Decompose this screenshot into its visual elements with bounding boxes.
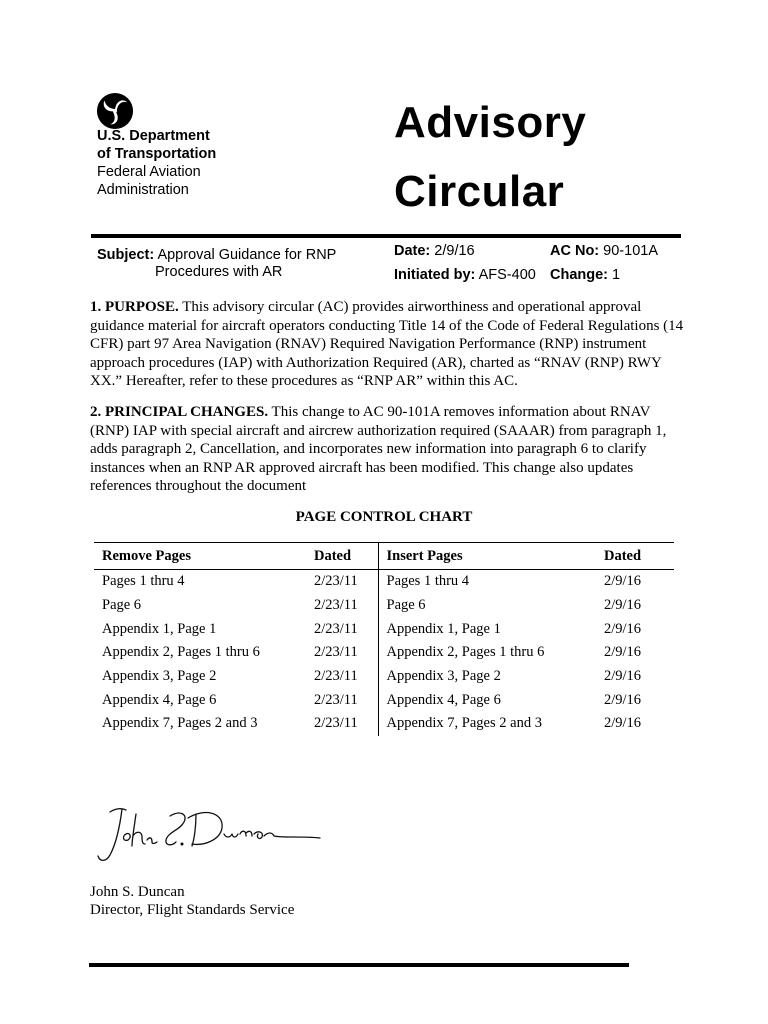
col-header-remove-pages: Remove Pages xyxy=(94,543,306,570)
insert-pages-cell: Appendix 3, Page 2 xyxy=(386,668,501,685)
date-value: 2/9/16 xyxy=(434,243,475,259)
principal-changes-heading: 2. PRINCIPAL CHANGES. xyxy=(90,404,269,420)
remove-pages-cell: Appendix 2, Pages 1 thru 6 xyxy=(102,644,260,661)
insert-pages-cell: Appendix 2, Pages 1 thru 6 xyxy=(386,644,545,661)
table-row xyxy=(94,665,674,689)
doc-title-circular: Circular xyxy=(394,167,565,216)
handwritten-signature xyxy=(92,800,332,870)
ac-number-value: 90-101A xyxy=(603,243,658,259)
principal-changes-body: This change to AC 90-101A removes information about RNAV (RNP) IAP with special aircraft and aircrew authorization required (SAAAR) from paragraph 1, adds paragraph 2, Cancellation, and incorporates new information into paragraph 6 to clarify instances when an RNP AR approved aircraft has been modified. This change also updates references throughout the document xyxy=(90,404,667,494)
insert-pages-cell: Appendix 7, Pages 2 and 3 xyxy=(386,715,542,732)
table-row xyxy=(94,617,674,641)
remove-dated-cell: 2/23/11 xyxy=(306,712,378,736)
subject-value-line1: Approval Guidance for RNP xyxy=(157,247,337,263)
remove-dated-cell: 2/23/11 xyxy=(306,617,378,641)
page-control-chart-title: PAGE CONTROL CHART xyxy=(295,509,473,525)
insert-pages-cell: Page 6 xyxy=(386,597,426,614)
remove-pages-cell: Appendix 3, Page 2 xyxy=(102,668,217,685)
col-header-insert-pages: Insert Pages xyxy=(378,543,596,570)
org-name-line1: U.S. Department xyxy=(97,128,210,144)
org-name-line4: Administration xyxy=(97,182,189,198)
header-divider xyxy=(91,234,681,238)
signer-name: John S. Duncan xyxy=(90,884,185,900)
insert-dated-cell: 2/9/16 xyxy=(604,668,642,685)
insert-dated-cell: 2/9/16 xyxy=(604,715,642,732)
remove-pages-cell: Appendix 4, Page 6 xyxy=(102,691,217,708)
insert-dated-cell: 2/9/16 xyxy=(604,691,642,708)
date-label: Date: xyxy=(394,243,431,259)
purpose-body: This advisory circular (AC) provides airworthiness and operational approval guidance material for aircraft operators conducting Title 14 of the Code of Federal Regulations (14 CFR) part 97 Area Navigation (RNAV) Required Navigation Performance (RNP) instrument approach procedures (IAP) with Authorization Required (AR), charted as “RNAV (RNP) RWY XX.” Hereafter, refer to these procedures as “RNP AR” within this AC. xyxy=(90,299,684,389)
table-row xyxy=(94,594,674,618)
purpose-paragraph xyxy=(90,298,690,391)
subject-value-line2: Procedures with AR xyxy=(155,264,283,280)
remove-pages-cell: Page 6 xyxy=(102,597,142,614)
subject-field xyxy=(97,246,336,264)
principal-changes-paragraph xyxy=(90,403,690,496)
date-field xyxy=(394,242,475,260)
doc-title-advisory: Advisory xyxy=(394,98,587,147)
org-name-line3: Federal Aviation xyxy=(97,164,201,180)
remove-dated-cell: 2/23/11 xyxy=(306,641,378,665)
table-row xyxy=(94,712,674,736)
col-header-remove-dated: Dated xyxy=(306,543,378,570)
initiated-by-label: Initiated by: xyxy=(394,267,476,283)
insert-pages-cell: Pages 1 thru 4 xyxy=(386,573,470,590)
table-row xyxy=(94,688,674,712)
initiated-by-value: AFS-400 xyxy=(478,267,536,283)
remove-dated-cell: 2/23/11 xyxy=(306,688,378,712)
change-label: Change: xyxy=(550,267,608,283)
insert-pages-cell: Appendix 1, Page 1 xyxy=(386,620,501,637)
dot-logo-icon xyxy=(96,92,134,130)
change-value: 1 xyxy=(612,267,621,283)
insert-dated-cell: 2/9/16 xyxy=(604,644,642,661)
remove-dated-cell: 2/23/11 xyxy=(306,594,378,618)
table-header-row xyxy=(94,543,674,570)
purpose-heading: 1. PURPOSE. xyxy=(90,299,179,315)
remove-dated-cell: 2/23/11 xyxy=(306,665,378,689)
subject-label: Subject: xyxy=(97,247,155,263)
table-row xyxy=(94,641,674,665)
remove-pages-cell: Appendix 7, Pages 2 and 3 xyxy=(102,715,258,732)
insert-dated-cell: 2/9/16 xyxy=(604,620,642,637)
insert-dated-cell: 2/9/16 xyxy=(604,573,642,590)
remove-dated-cell: 2/23/11 xyxy=(306,570,378,594)
page-control-table xyxy=(94,542,674,736)
insert-dated-cell: 2/9/16 xyxy=(604,597,642,614)
table-row xyxy=(94,570,674,594)
org-name-line2: of Transportation xyxy=(97,146,217,162)
col-header-insert-dated: Dated xyxy=(596,543,674,570)
insert-pages-cell: Appendix 4, Page 6 xyxy=(386,691,501,708)
ac-number-label: AC No: xyxy=(550,243,600,259)
initiated-by-field xyxy=(394,266,536,284)
footer-divider xyxy=(89,963,629,967)
ac-number-field xyxy=(550,242,658,260)
change-field xyxy=(550,266,620,284)
remove-pages-cell: Appendix 1, Page 1 xyxy=(102,620,217,637)
remove-pages-cell: Pages 1 thru 4 xyxy=(102,573,185,590)
signer-title: Director, Flight Standards Service xyxy=(90,902,295,918)
